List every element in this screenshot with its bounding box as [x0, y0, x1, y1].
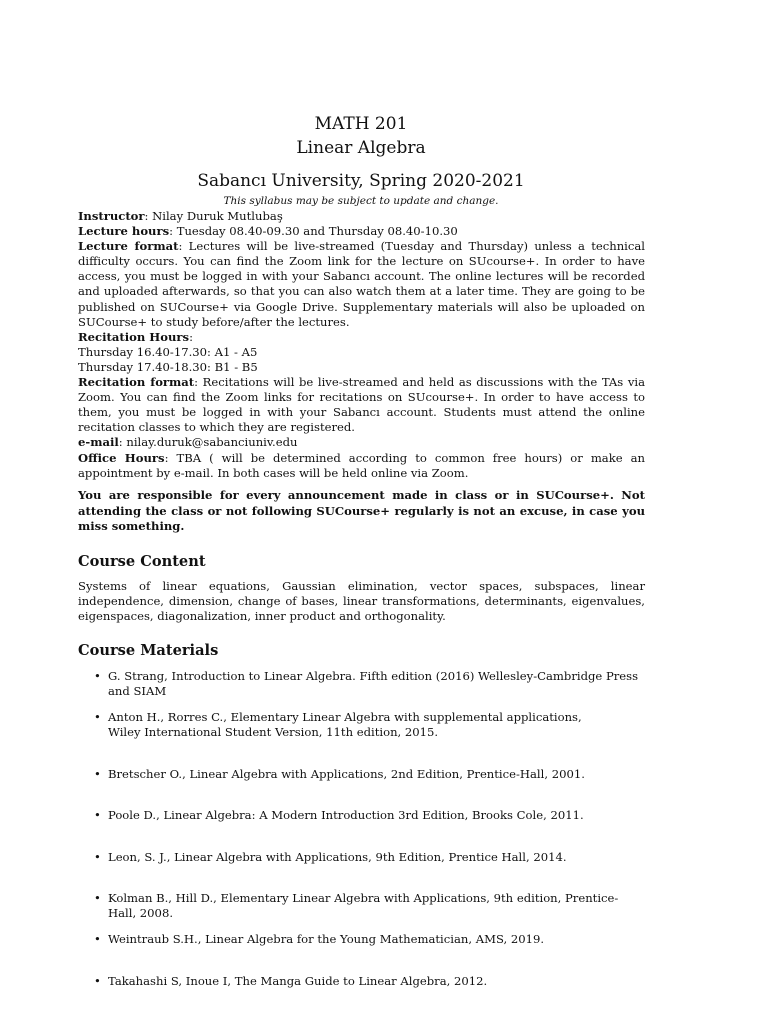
course-materials-heading: Course Materials [78, 642, 219, 659]
material-text: Bretscher O., Linear Algebra with Applications, 2nd Edition, Prentice-Hall, 2001. [108, 767, 585, 781]
instructor-value: : Nilay Duruk Mutlubaş [144, 209, 283, 223]
material-text: Weintraub S.H., Linear Algebra for the Young Mathematician, AMS, 2019. [108, 932, 545, 946]
material-text: Takahashi S, Inoue I, The Manga Guide to Linear Algebra, 2012. [108, 974, 488, 988]
instructor-label: Instructor [78, 209, 145, 223]
office-hours-line [78, 451, 645, 481]
material-item [78, 891, 645, 921]
material-item [78, 669, 645, 699]
material-text-cont: Wiley International Student Version, 11th edition, 2015. [108, 725, 439, 740]
responsibility-warning: You are responsible for every announcement made in class or in SUCourse+. Not attending the class or not following SUCourse+ regularly is not an excuse, in case you miss something. [78, 488, 645, 533]
material-item [78, 808, 645, 823]
material-item [78, 710, 645, 740]
material-text: Poole D., Linear Algebra: A Modern Introduction 3rd Edition, Brooks Cole, 2011. [108, 808, 584, 822]
lecture-hours-line [78, 224, 645, 239]
course-name: Linear Algebra [296, 138, 426, 158]
recitation-hours-line [78, 330, 645, 345]
lecture-format-line [78, 239, 645, 330]
lecture-hours-value: : Tuesday 08.40-09.30 and Thursday 08.40-10.30 [169, 224, 458, 239]
instructor-line [78, 209, 645, 224]
lecture-hours-label: Lecture hours [78, 224, 170, 239]
office-hours-label: Office Hours [78, 450, 165, 465]
office-hours-value: : TBA ( will be determined according to common free hours) or make an appointment by e-mail. In both cases will be held online via Zoom. [78, 450, 645, 480]
update-note: This syllabus may be subject to update and change. [223, 195, 499, 207]
bullet: • [94, 891, 101, 905]
university-term: Sabancı University, Spring 2020-2021 [197, 171, 525, 191]
recitation-hours-label: Recitation Hours [78, 329, 190, 344]
course-content-heading: Course Content [78, 553, 206, 570]
email-label: e-mail [78, 435, 119, 450]
lecture-format-label: Lecture format [78, 239, 179, 254]
lecture-format-value: : Lectures will be live-streamed (Tuesday and Thursday) unless a technical difficulty occurs. You can find the Zoom link for the lecture on SUcourse+. In order to have access, you must be logged in with your Sabancı account. The online lectures will be recorded and uploaded afterwards, so that you can also watch them at a later time. They are going to be published on SUCourse+ via Google Drive. Supplementary materials will also be uploaded on SUCourse+ to study before/after the lectures. [78, 239, 645, 329]
course-content-text: Systems of linear equations, Gaussian elimination, vector spaces, subspaces, linear independence, dimension, change of bases, linear transformations, determinants, eigenvalues, eigenspaces, diagonalization, inner product and orthogonality. [78, 579, 645, 624]
material-text: Anton H., Rorres C., Elementary Linear Algebra with supplemental applications, [108, 710, 582, 724]
material-text: Kolman B., Hill D., Elementary Linear Algebra with Applications, 9th edition, Prentice-Hall, 2008. [108, 891, 619, 921]
email-line [78, 435, 645, 450]
course-code: MATH 201 [314, 114, 408, 134]
bullet: • [94, 974, 101, 988]
material-item [78, 850, 645, 865]
recitation-line-2: Thursday 17.40-18.30: B1 - B5 [78, 359, 258, 374]
material-item [78, 932, 645, 947]
recitation-format-line [78, 375, 645, 435]
recitation-format-value: : Recitations will be live-streamed and held as discussions with the TAs via Zoom. You can find the Zoom links for recitations on SUcourse+. In order to have access to them, you must be logged in with your Sabancı account. Students must attend the online recitation classes to which they are registered. [78, 375, 646, 435]
bullet: • [94, 850, 101, 864]
email-value: : nilay.duruk@sabanciuniv.edu [118, 435, 298, 450]
title-block [0, 112, 722, 208]
bullet: • [94, 932, 101, 946]
recitation-line-1: Thursday 16.40-17.30: A1 - A5 [78, 344, 258, 359]
material-text: Leon, S. J., Linear Algebra with Applications, 9th Edition, Prentice Hall, 2014. [108, 850, 567, 864]
bullet: • [94, 808, 101, 822]
bullet: • [94, 710, 101, 724]
material-item [78, 767, 645, 782]
course-info [78, 209, 645, 481]
recitation-format-label: Recitation format [78, 375, 195, 390]
bullet: • [94, 767, 101, 781]
recitation-hours-colon: : [189, 329, 193, 344]
material-item [78, 974, 645, 989]
bullet: • [94, 669, 101, 683]
material-text: G. Strang, Introduction to Linear Algebra. Fifth edition (2016) Wellesley-Cambridge Press and SIAM [108, 669, 639, 699]
